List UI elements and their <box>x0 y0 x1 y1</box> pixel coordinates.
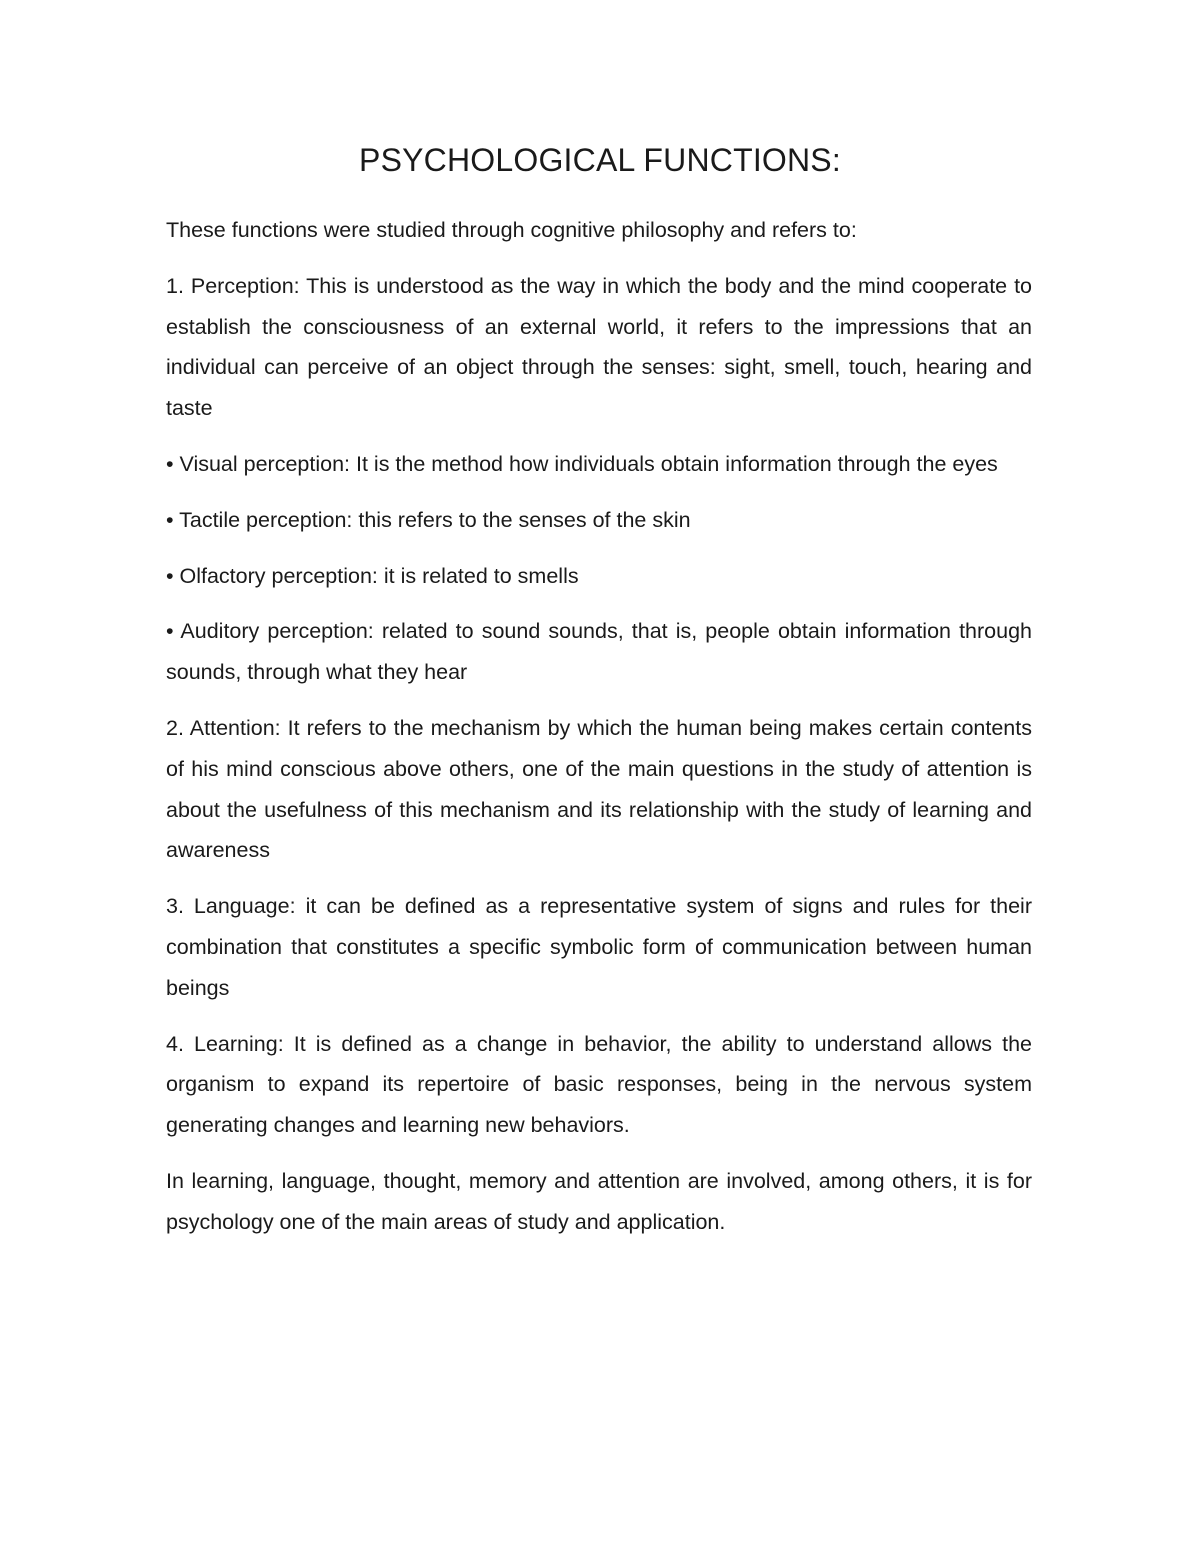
closing-paragraph: In learning, language, thought, memory and attention are involved, among others, it is for psychology one of the main areas of study and application. <box>166 1168 1032 1234</box>
page-title: PSYCHOLOGICAL FUNCTIONS: <box>359 142 841 178</box>
document-body <box>166 210 1032 1258</box>
language-paragraph: 3. Language: it can be defined as a representative system of signs and rules for their combination that constitutes a specific symbolic form of communication between human beings <box>166 894 1032 1000</box>
olfactory-perception-item: • Olfactory perception: it is related to smells <box>166 563 579 588</box>
intro-paragraph: These functions were studied through cognitive philosophy and refers to: <box>166 218 857 242</box>
visual-perception-item: • Visual perception: It is the method how individuals obtain information through the eyes <box>166 451 998 476</box>
learning-paragraph: 4. Learning: It is defined as a change in behavior, the ability to understand allows the organism to expand its repertoire of basic responses, being in the nervous system generating changes and learning new behaviors. <box>166 1031 1032 1138</box>
tactile-perception-item: • Tactile perception: this refers to the senses of the skin <box>166 507 691 532</box>
auditory-perception-item: • Auditory perception: related to sound sounds, that is, people obtain information through sounds, through what they hear <box>166 619 1032 685</box>
perception-paragraph: 1. Perception: This is understood as the way in which the body and the mind cooperate to establish the consciousness of an external world, it refers to the impressions that an individual can perceive of an object through the senses: sight, smell, touch, hearing and taste <box>166 273 1032 421</box>
attention-paragraph: 2. Attention: It refers to the mechanism by which the human being makes certain contents of his mind conscious above others, one of the main questions in the study of attention is about the usefulness of this mechanism and its relationship with the study of learning and awareness <box>166 715 1032 863</box>
